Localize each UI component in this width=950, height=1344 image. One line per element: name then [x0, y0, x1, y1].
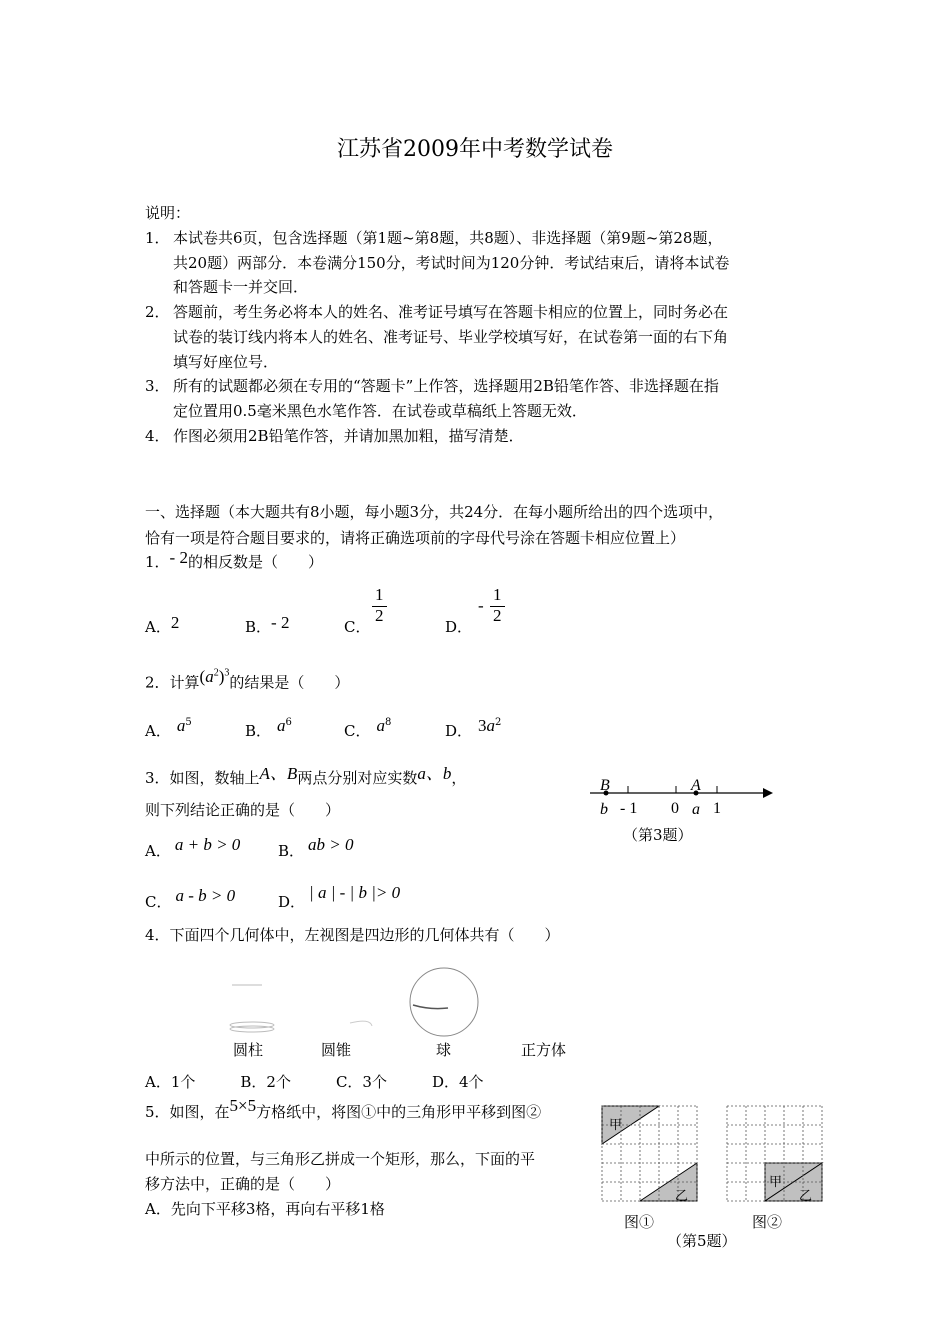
solid-label-cylinder: 圆柱 — [233, 1041, 264, 1059]
q3-option-a — [145, 835, 241, 863]
question-1 — [145, 550, 323, 574]
q2-d-base: a — [486, 716, 496, 735]
question-3-line-2: 则下列结论正确的是（ ） — [145, 801, 341, 819]
q2-number: 2．计算 — [145, 673, 200, 692]
grid-figures — [600, 1104, 830, 1204]
q1-text: 的相反数是（ ） — [187, 553, 323, 571]
q3-option-d — [278, 883, 401, 914]
question-5-line-2: 中所示的位置，与三角形乙拼成一个矩形，那么，下面的平 — [145, 1150, 536, 1168]
instruction-2-line-3: 填写好座位号． — [173, 353, 279, 371]
q3-text-a: 3．如图，数轴上 — [145, 769, 260, 787]
instruction-1-line-2: 共20题）两部分．本卷满分150分，考试时间为120分钟．考试结束后，请将本试卷 — [173, 254, 730, 272]
q2-c-base: a — [376, 716, 385, 735]
q2-d-exp: 2 — [495, 717, 502, 728]
q1-option-d-fraction — [490, 586, 505, 625]
q2-option-a — [145, 716, 192, 743]
question-5-line-3: 移方法中，正确的是（ ） — [145, 1175, 341, 1193]
sphere-outline — [410, 968, 478, 1036]
q3-option-c — [145, 886, 236, 914]
q5-option-a: A．先向下平移3格，再向右平移1格 — [145, 1200, 385, 1218]
q3-option-c-label: C． — [145, 893, 172, 911]
q2-d-coef: 3 — [478, 716, 487, 735]
grid1-label-jia: 甲 — [609, 1117, 623, 1132]
q2-b-base: a — [277, 716, 286, 735]
q1-option-d-label: D． — [445, 618, 473, 636]
q2-option-d-label: D． — [445, 722, 473, 740]
q2-expression: $(a^2)^3$ — [199, 666, 230, 686]
q1-option-c-fraction — [372, 586, 387, 625]
q3-option-d-expr: | a | - | b |> 0 — [309, 883, 401, 902]
q2-option-c-label: C． — [344, 722, 371, 740]
q3-option-b-label: B． — [278, 842, 305, 860]
instruction-1-no: 1． — [145, 229, 170, 247]
figure-5-caption-2: 图② — [752, 1213, 783, 1231]
q1-option-a-value: 2 — [170, 613, 180, 632]
question-2 — [145, 667, 349, 695]
q3-option-a-label: A． — [145, 842, 171, 860]
instruction-2-line-1: 答题前，考生务必将本人的姓名、准考证号填写在答题卡相应的位置上，同时务必在 — [173, 303, 729, 321]
grid1-label-yi: 乙 — [675, 1188, 689, 1203]
page-title: 江苏省2009年中考数学试卷 — [337, 137, 613, 162]
instruction-1-line-1: 本试卷共6页，包含选择题（第1题~第8题，共8题）、非选择题（第9题~第28题， — [173, 229, 723, 247]
shaded-triangle — [640, 1163, 697, 1201]
q3-text-b: 两点分别对应实数 — [297, 769, 418, 787]
instruction-2-line-2: 试卷的装订线内将本人的姓名、准考证号、毕业学校填写好，在试卷第一面的右下角 — [173, 328, 729, 346]
cone-base-arc — [350, 1021, 372, 1026]
question-4: 4．下面四个几何体中，左视图是四边形的几何体共有（ ） — [145, 926, 560, 944]
q2-option-c — [344, 716, 391, 743]
q2-inner-exp: 2 — [213, 667, 219, 678]
tick-label-a: a — [692, 801, 700, 818]
instruction-3-line-2: 定位置用0.5毫米黑色水笔作答．在试卷或草稿纸上答题无效． — [173, 402, 587, 420]
figure-5-caption: （第5题） — [667, 1232, 737, 1250]
instructions-heading: 说明： — [145, 204, 191, 222]
cylinder-base-2 — [230, 1026, 274, 1032]
section-1-subheading: 恰有一项是符合题目要求的，请将正确选项前的字母代号涂在答题卡相应位置上） — [145, 529, 686, 547]
q1-expression: - 2 — [169, 548, 188, 567]
figure-5-caption-1: 图① — [624, 1213, 655, 1231]
question-5-line-1 — [145, 1096, 542, 1124]
solid-label-sphere: 球 — [436, 1041, 452, 1059]
tick-label-minus-1: - 1 — [620, 800, 638, 817]
q2-option-d — [445, 716, 501, 743]
q1-option-b-label: B． — [245, 618, 272, 636]
q4-options: A．1个 B．2个 C．3个 D．4个 — [145, 1073, 484, 1091]
q3-option-a-expr: a + b > 0 — [174, 835, 241, 854]
solids-figure — [220, 960, 500, 1040]
q3-option-b-expr: ab > 0 — [308, 835, 354, 854]
q5-text-a: 5．如图，在 — [145, 1103, 230, 1121]
q1-c-numerator: 1 — [375, 585, 384, 604]
q3-option-c-expr: a - b > 0 — [175, 886, 236, 905]
q1-option-a — [145, 615, 179, 639]
q3-comma: ， — [451, 769, 467, 787]
section-1-heading: 一、选择题（本大题共有8小题，每小题3分，共24分．在每小题所给出的四个选项中， — [145, 503, 724, 521]
instruction-4-no: 4． — [145, 427, 170, 445]
instruction-4-line-1: 作图必须用2B铅笔作答，并请加黑加粗，描写清楚． — [173, 427, 524, 445]
q1-option-d-sign: - — [478, 596, 484, 615]
tick-label-b: b — [600, 801, 608, 818]
q2-c-exp: 8 — [384, 717, 392, 728]
q1-option-b-value: - 2 — [271, 613, 290, 632]
q3-option-b — [278, 835, 354, 863]
solid-label-cube: 正方体 — [521, 1041, 567, 1059]
instruction-1-line-3: 和答题卡一并交回． — [173, 278, 309, 296]
label-b-upper: B — [600, 777, 610, 794]
instruction-3-no: 3． — [145, 377, 170, 395]
q1-d-denominator: 2 — [490, 606, 505, 625]
grid2-label-jia: 甲 — [769, 1174, 783, 1189]
q2-a-exp: 5 — [185, 717, 192, 728]
instruction-3-line-1: 所有的试题都必须在专用的“答题卡”上作答，选择题用2B铅笔作答、非选择题在指 — [173, 377, 719, 395]
solid-label-cone: 圆锥 — [321, 1041, 352, 1059]
figure-3-caption: （第3题） — [623, 826, 693, 844]
q3-points: A、B — [259, 764, 298, 783]
q1-number: 1． — [145, 553, 170, 571]
q1-option-d — [445, 615, 472, 639]
q1-option-c — [344, 615, 370, 639]
tick-label-1: 1 — [713, 800, 721, 817]
q1-option-c-label: C． — [344, 618, 371, 636]
instruction-2-no: 2． — [145, 303, 170, 321]
q2-a-base: a — [176, 716, 186, 735]
q1-option-b — [245, 615, 289, 639]
q1-option-a-label: A． — [145, 618, 171, 636]
sphere-equator — [413, 1005, 448, 1009]
q2-base: a — [205, 666, 214, 686]
q5-text-b: 方格纸中，将图①中的三角形甲平移到图② — [256, 1103, 542, 1121]
q3-vars: a、b — [417, 764, 452, 783]
q2-option-b-label: B． — [245, 722, 272, 740]
tick-label-0: 0 — [671, 800, 679, 817]
label-a-upper: A — [691, 777, 701, 794]
q2-b-exp: 6 — [285, 717, 292, 728]
q1-d-numerator: 1 — [493, 585, 502, 604]
number-line-arrow-icon — [763, 788, 773, 798]
q3-option-d-label: D． — [278, 893, 306, 911]
q5-grid-size: 5×5 — [229, 1096, 257, 1115]
q2-option-a-label: A． — [145, 722, 171, 740]
q1-c-denominator: 2 — [372, 606, 387, 625]
q2-text: 的结果是（ ） — [229, 673, 350, 692]
q2-outer-exp: 3 — [224, 667, 230, 678]
grid2-label-yi: 乙 — [799, 1188, 813, 1203]
question-3-line-1 — [145, 766, 466, 790]
q2-option-b — [245, 716, 292, 743]
